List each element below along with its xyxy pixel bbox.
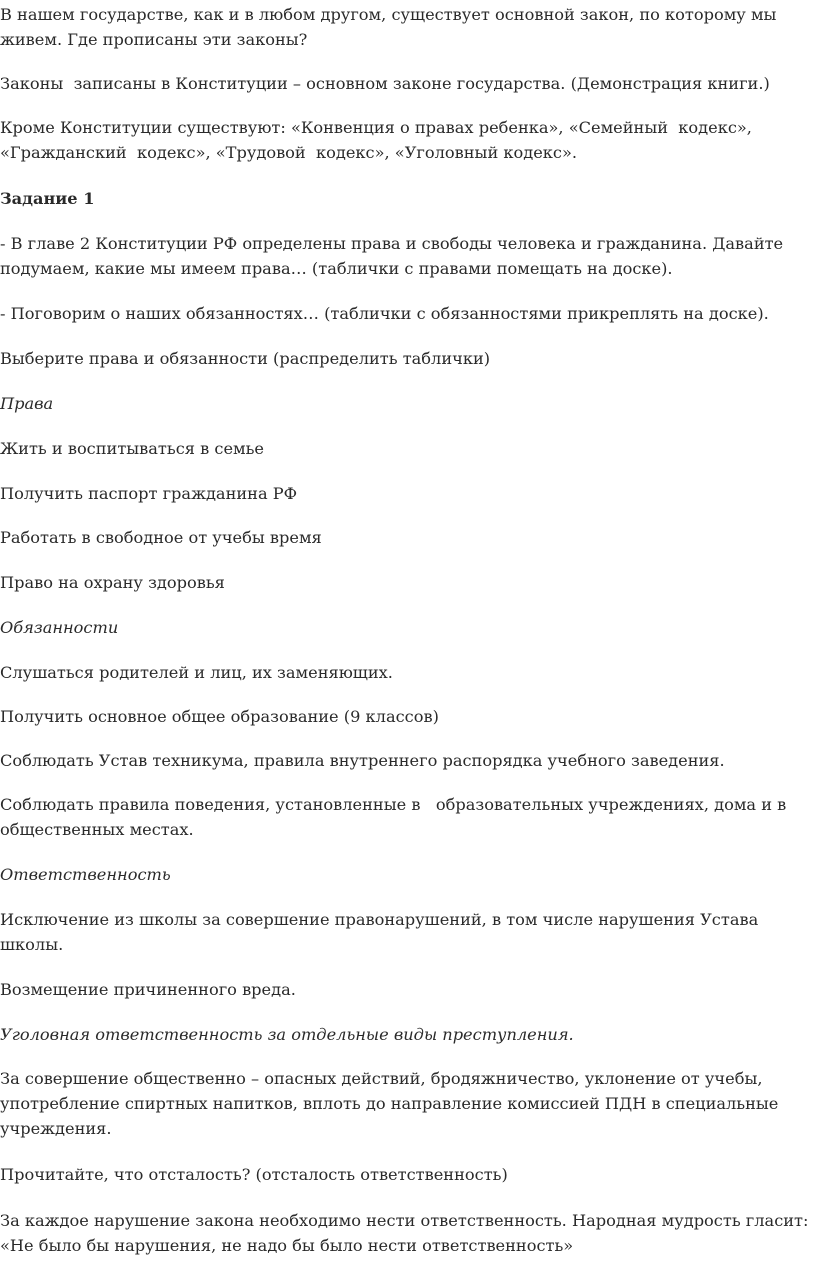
task-heading: Задание 1 [0, 189, 95, 208]
heading-responsibility: Ответственность [0, 865, 171, 884]
paragraph-codes: Кроме Конституции существуют: «Конвенция о правах ребенка», «Семейный кодекс», «Гражданский кодекс», «Трудовой кодекс», «Уголовный кодекс». [0, 118, 752, 162]
paragraph-constitution: Законы записаны в Конституции – основном законе государства. (Демонстрация книги.) [0, 74, 770, 93]
list-item: За совершение общественно – опасных действий, бродяжничество, уклонение от учебы, употребление спиртных напитков, вплоть до направление комиссией ПДН в специальные учреждения. [0, 1069, 779, 1138]
list-item: Исключение из школы за совершение правонарушений, в том числе нарушения Устава школы. [0, 910, 759, 954]
heading-rights: Права [0, 394, 54, 413]
list-item: Соблюдать Устав техникума, правила внутреннего распорядка учебного заведения. [0, 751, 725, 770]
paragraph-rights-intro: - В главе 2 Конституции РФ определены права и свободы человека и гражданина. Давайте подумаем, какие мы имеем права… (таблички с правами помещать на доске). [0, 234, 784, 278]
paragraph-question: Прочитайте, что отсталость? (отсталость ответственность) [0, 1165, 508, 1184]
list-item: Возмещение причиненного вреда. [0, 980, 296, 999]
paragraph-intro: В нашем государстве, как и в любом другом, существует основной закон, по которому мы живем. Где прописаны эти законы? [0, 5, 777, 49]
list-item: Получить паспорт гражданина РФ [0, 484, 298, 503]
paragraph-choose: Выберите права и обязанности (распределить таблички) [0, 349, 491, 368]
list-item: Право на охрану здоровья [0, 573, 225, 592]
paragraph-conclusion: За каждое нарушение закона необходимо нести ответственность. Народная мудрость гласит: «Не было бы нарушения, не надо бы было нести ответственность» [0, 1211, 809, 1255]
paragraph-duties-intro: - Поговорим о наших обязанностях… (таблички с обязанностями прикреплять на доске). [0, 304, 769, 323]
heading-duties: Обязанности [0, 618, 119, 637]
list-item: Слушаться родителей и лиц, их заменяющих. [0, 663, 393, 682]
list-item: Жить и воспитываться в семье [0, 439, 265, 458]
list-item: Соблюдать правила поведения, установленные в образовательных учреждениях, дома и в общественных местах. [0, 795, 787, 839]
list-item: Получить основное общее образование (9 классов) [0, 707, 439, 726]
heading-criminal-responsibility: Уголовная ответственность за отдельные виды преступления. [0, 1025, 574, 1044]
list-item: Работать в свободное от учебы время [0, 528, 322, 547]
